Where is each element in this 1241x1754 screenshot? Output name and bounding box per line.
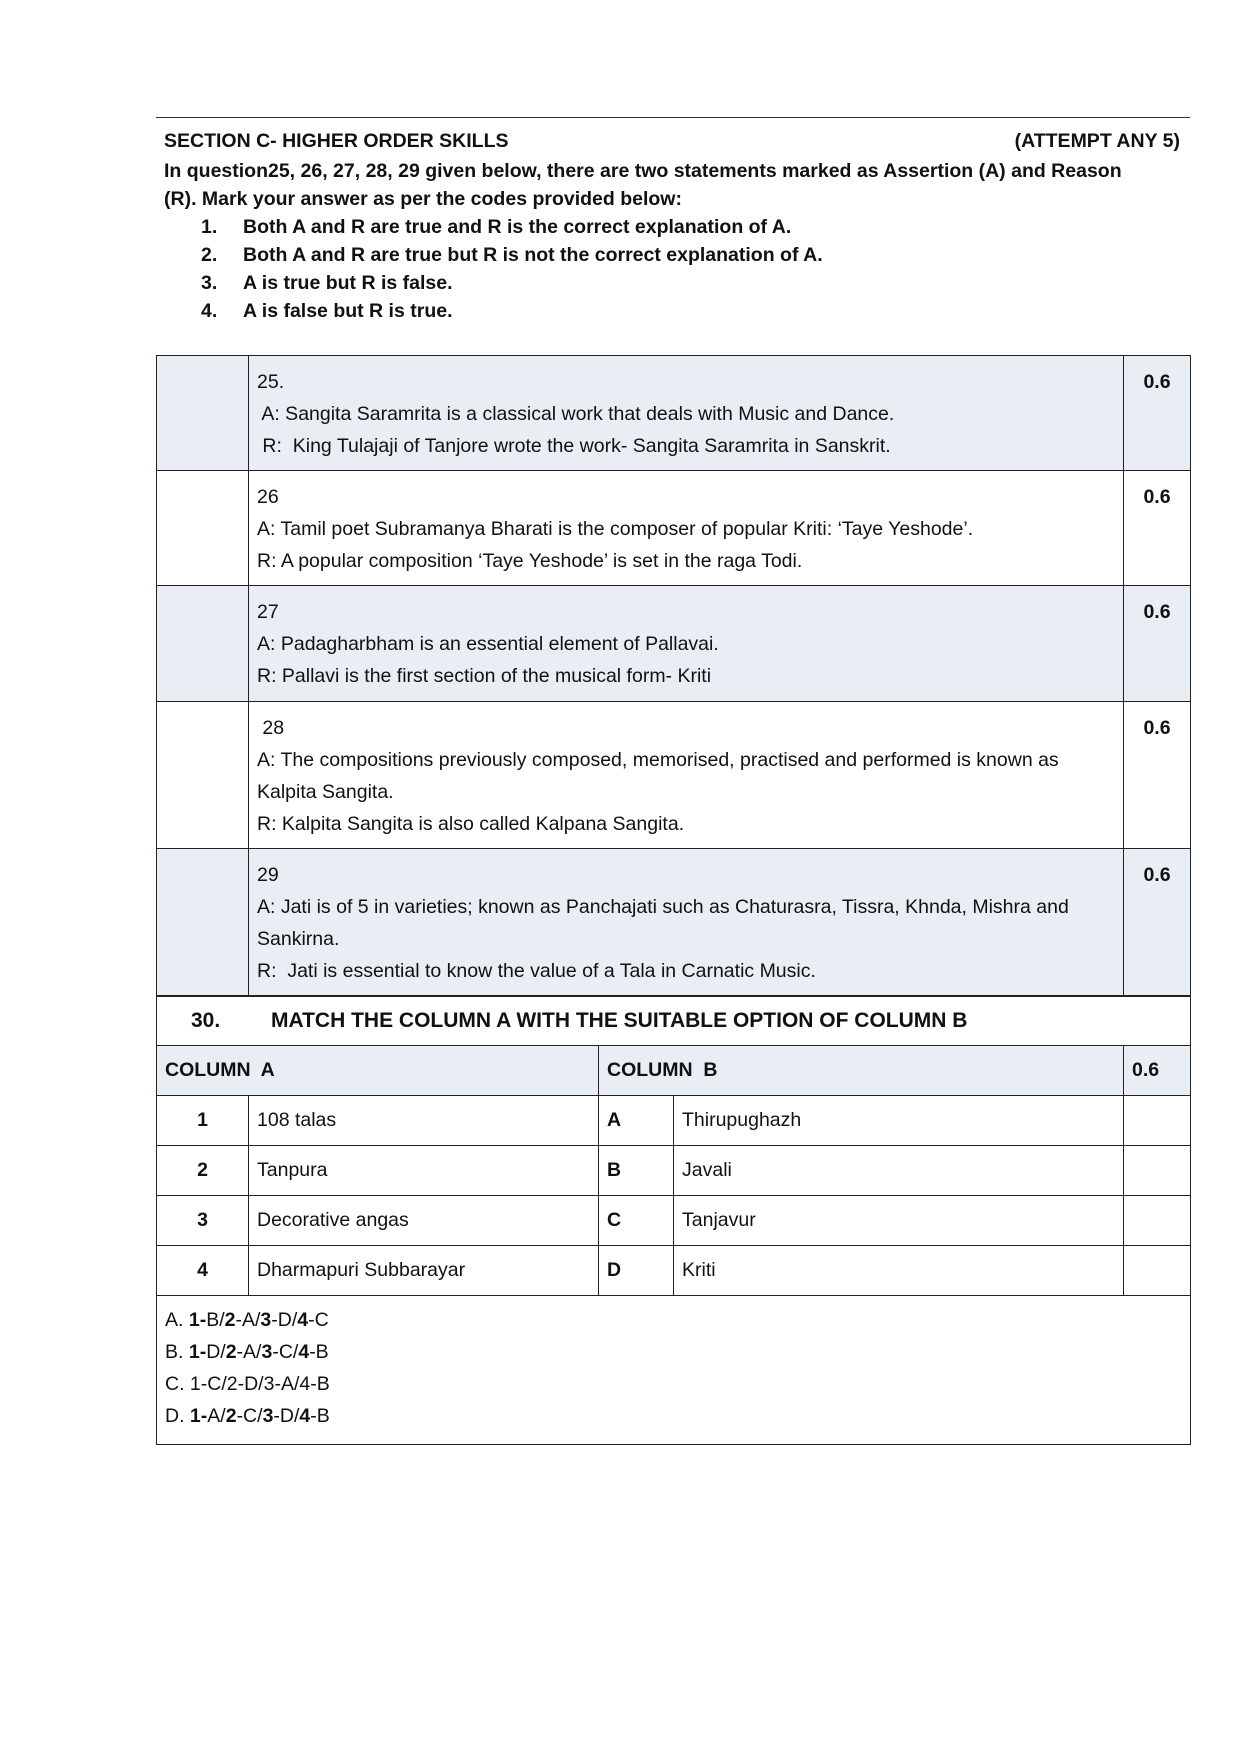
options-cell <box>157 1296 1191 1445</box>
match-row <box>157 1246 1191 1296</box>
match-table <box>156 996 1191 1445</box>
marks-cell: 0.6 <box>1124 849 1191 996</box>
question-cell <box>249 586 1124 702</box>
instructions-line-1: In question25, 26, 27, 28, 29 given below, there are two statements marked as Assertion (A) and Reason <box>164 160 1122 182</box>
marks-cell: 0.6 <box>1124 356 1191 471</box>
option-part: 3 <box>261 1341 273 1363</box>
question-row <box>157 471 1191 586</box>
code-number: 3. <box>201 272 218 294</box>
assertion-text: A: Jati is of 5 in varieties; known as Panchajati such as Chaturasra, Tissra, Khnda, Mishra and Sankirna. <box>257 896 1069 950</box>
attempt-note: (ATTEMPT ANY 5) <box>1014 130 1180 152</box>
answer-code <box>201 241 1190 269</box>
blank-cell <box>157 702 249 849</box>
match-row <box>157 1196 1191 1246</box>
option-prefix: C. <box>165 1373 190 1395</box>
answer-codes-list <box>156 213 1190 325</box>
match-title-cell <box>157 997 1191 1046</box>
marks-cell: 0.6 <box>1124 586 1191 702</box>
question-cell <box>249 471 1124 586</box>
question-row <box>157 586 1191 702</box>
option-part: 1- <box>189 1405 208 1427</box>
reason-text: R: Kalpita Sangita is also called Kalpana Sangita. <box>257 813 685 835</box>
question-number: 26 <box>257 486 279 508</box>
option-part: -C <box>308 1309 329 1331</box>
option-part: -B <box>310 1405 330 1427</box>
question-number: 25. <box>257 371 285 393</box>
match-title-row <box>157 997 1191 1046</box>
assertion-text: A: Padagharbham is an essential element of Pallavai. <box>257 633 719 655</box>
assertion-text: A: Tamil poet Subramanya Bharati is the composer of popular Kriti: ‘Taye Yeshode’. <box>257 518 974 540</box>
question-cell <box>249 849 1124 996</box>
blank-cell <box>157 849 249 996</box>
option-part: 3 <box>262 1405 274 1427</box>
option-c <box>165 1368 1182 1400</box>
option-part: -D/ <box>273 1405 300 1427</box>
blank-cell <box>157 471 249 586</box>
row-number: 4 <box>157 1246 249 1296</box>
question-number: 28 <box>257 717 285 739</box>
match-marks: 0.6 <box>1124 1046 1191 1096</box>
option-part: 4 <box>298 1341 310 1363</box>
option-part: D/ <box>206 1341 226 1363</box>
blank-cell <box>157 586 249 702</box>
column-a-item: Dharmapuri Subbarayar <box>249 1246 599 1296</box>
code-text: A is true but R is false. <box>243 272 453 294</box>
answer-code <box>201 213 1190 241</box>
marks-cell: 0.6 <box>1124 702 1191 849</box>
assertion-text: A: Sangita Saramrita is a classical work that deals with Music and Dance. <box>257 403 895 425</box>
assertion-reason-table <box>156 355 1191 996</box>
reason-text: R: Jati is essential to know the value of a Tala in Carnatic Music. <box>257 960 816 982</box>
option-part: 2 <box>225 1341 237 1363</box>
option-part: -B <box>309 1341 329 1363</box>
row-letter: A <box>599 1096 674 1146</box>
option-part: B/ <box>206 1309 225 1331</box>
option-part: 2 <box>224 1309 236 1331</box>
question-cell <box>249 356 1124 471</box>
row-letter: C <box>599 1196 674 1246</box>
option-prefix: D. <box>165 1405 190 1427</box>
row-letter: B <box>599 1146 674 1196</box>
match-question-number: 30. <box>191 1009 221 1032</box>
option-part: 4 <box>297 1309 309 1331</box>
assertion-text: A: The compositions previously composed, memorised, practised and performed is known as Kalpita Sangita. <box>257 749 1059 803</box>
column-b-item: Thirupughazh <box>674 1096 1124 1146</box>
row-letter: D <box>599 1246 674 1296</box>
code-number: 2. <box>201 244 218 266</box>
reason-text: R: Pallavi is the first section of the musical form- Kriti <box>257 665 712 687</box>
reason-text: R: King Tulajaji of Tanjore wrote the work- Sangita Saramrita in Sanskrit. <box>257 435 891 457</box>
section-header <box>156 130 1190 153</box>
row-number: 3 <box>157 1196 249 1246</box>
answer-code <box>201 297 1190 325</box>
reason-text: R: A popular composition ‘Taye Yeshode’ is set in the raga Todi. <box>257 550 803 572</box>
question-number: 27 <box>257 601 279 623</box>
answer-code <box>201 269 1190 297</box>
empty-cell <box>1124 1246 1191 1296</box>
row-number: 2 <box>157 1146 249 1196</box>
empty-cell <box>1124 1146 1191 1196</box>
option-b <box>165 1336 1182 1368</box>
row-number: 1 <box>157 1096 249 1146</box>
code-text: A is false but R is true. <box>243 300 453 322</box>
column-b-header: COLUMN B <box>599 1046 1124 1096</box>
top-rule <box>156 117 1190 118</box>
column-b-item: Kriti <box>674 1246 1124 1296</box>
option-part: -D/ <box>271 1309 298 1331</box>
blank-cell <box>157 356 249 471</box>
option-prefix: A. <box>165 1309 189 1331</box>
empty-cell <box>1124 1096 1191 1146</box>
option-part: 2 <box>225 1405 237 1427</box>
column-header-row <box>157 1046 1191 1096</box>
code-number: 1. <box>201 216 218 238</box>
question-row <box>157 849 1191 996</box>
option-part: -C/ <box>272 1341 299 1363</box>
option-part: 4 <box>299 1405 311 1427</box>
match-row <box>157 1146 1191 1196</box>
column-b-item: Tanjavur <box>674 1196 1124 1246</box>
option-d <box>165 1400 1182 1432</box>
column-a-header: COLUMN A <box>157 1046 599 1096</box>
option-part: 1- <box>188 1341 207 1363</box>
option-part: 1- <box>188 1309 207 1331</box>
question-number: 29 <box>257 864 279 886</box>
question-row <box>157 356 1191 471</box>
column-a-item: Tanpura <box>249 1146 599 1196</box>
question-page <box>156 117 1190 1445</box>
option-part: -C/ <box>236 1405 263 1427</box>
option-part: -A/ <box>235 1309 261 1331</box>
option-part: -A/ <box>236 1341 262 1363</box>
match-row <box>157 1096 1191 1146</box>
column-a-item: Decorative angas <box>249 1196 599 1246</box>
options-row <box>157 1296 1191 1445</box>
code-text: Both A and R are true but R is not the correct explanation of A. <box>243 244 823 266</box>
code-number: 4. <box>201 300 218 322</box>
question-cell <box>249 702 1124 849</box>
column-a-item: 108 talas <box>249 1096 599 1146</box>
code-text: Both A and R are true and R is the correct explanation of A. <box>243 216 792 238</box>
empty-cell <box>1124 1196 1191 1246</box>
option-part: 1-C/2-D/3-A/4-B <box>189 1373 330 1395</box>
instructions-line-2: (R). Mark your answer as per the codes provided below: <box>164 188 682 210</box>
option-part: 3 <box>260 1309 272 1331</box>
match-title: MATCH THE COLUMN A WITH THE SUITABLE OPTION OF COLUMN B <box>271 1009 968 1032</box>
option-a <box>165 1304 1182 1336</box>
option-part: A/ <box>207 1405 226 1427</box>
question-row <box>157 702 1191 849</box>
option-prefix: B. <box>165 1341 189 1363</box>
marks-cell: 0.6 <box>1124 471 1191 586</box>
column-b-item: Javali <box>674 1146 1124 1196</box>
instructions <box>156 157 1190 213</box>
section-title: SECTION C- HIGHER ORDER SKILLS <box>164 130 509 152</box>
